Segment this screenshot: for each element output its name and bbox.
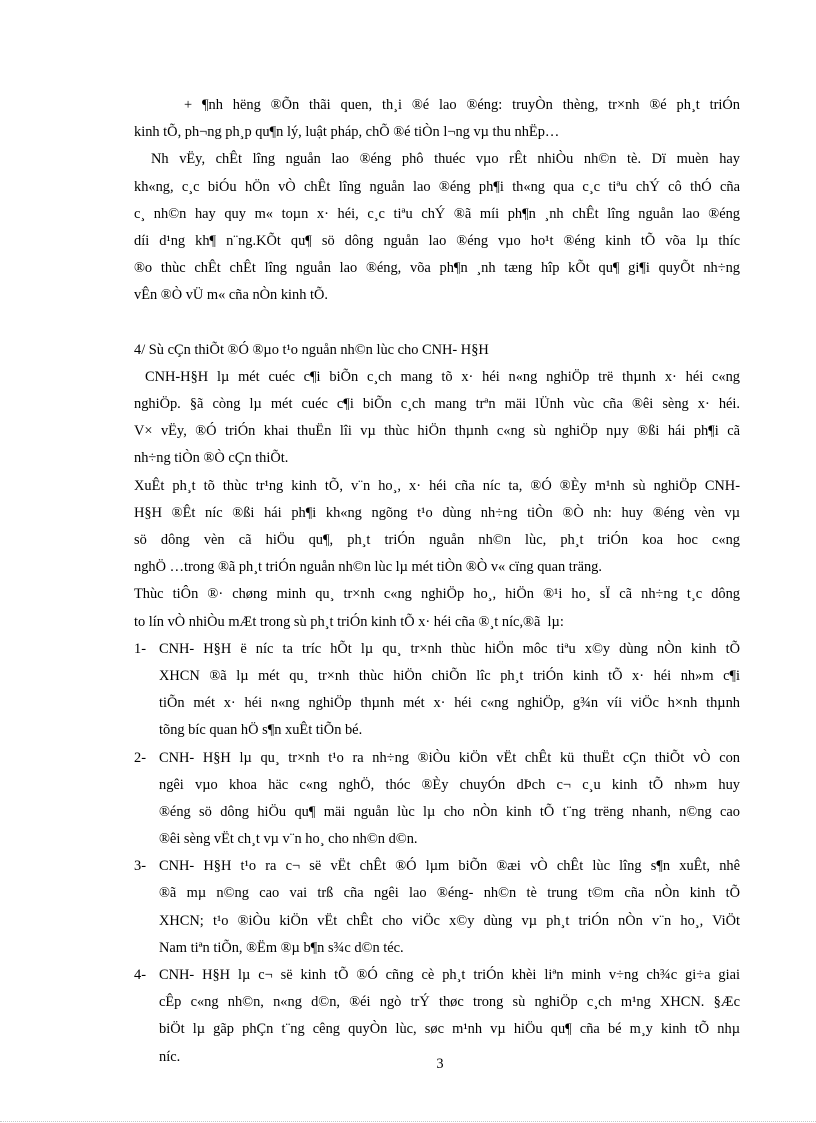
list-line: tõng bíc quan hÖ s¶n xuÊt tiÕn bé.	[159, 722, 363, 739]
list-line: ®êi sèng vËt ch¸t vµ v¨n ho¸ cho nh©n d©n.	[159, 831, 418, 848]
text-line: sö dông vèn cã hiÖu qu¶, ph¸t triÓn nguån nh©n lùc, ph¸t triÓn koa hoc c«ng	[134, 532, 740, 548]
text-line: vÊn ®Ò vÜ m« cña nÒn kinh tÕ.	[134, 287, 328, 304]
text-line: kinh tÕ, ph¬ng ph¸p qu¶n lý, luật pháp, chÕ ®é tiÒn l¬ng vµ thu nhËp…	[134, 124, 560, 141]
text-line: nghÖ …trong ®ã ph¸t triÓn nguån nh©n lùc lµ mét tiÒn ®Ò v« cïng quan träng.	[134, 559, 602, 576]
list-line: Nam tiªn tiÕn, ®Ëm ®µ b¶n s¾c d©n téc.	[159, 939, 404, 956]
list-line: níc.	[159, 1048, 181, 1065]
paragraph-cnh-hdh	[134, 364, 740, 473]
list-line: cÊp c«ng nh©n, n«ng d©n, ®éi ngò trÝ thøc trong sù nghiÖp c¸ch m¹ng XHCN. §Æc	[159, 994, 740, 1011]
page-bottom-divider	[0, 1121, 816, 1122]
list-line: XHCN; t¹o ®iÒu kiÖn vËt chÊt cho viÖc x©y dùng vµ ph¸t triÓn nÒn v¨n ho¸, ViÖt	[159, 912, 740, 929]
list-number: 1-	[134, 640, 146, 657]
text-line: díi d¹ng kh¶ n¨ng.KÕt qu¶ sö dông nguån lao ®éng vµo ho¹t ®éng kinh tÕ võa lµ thíc	[134, 232, 740, 249]
list-line: CNH- H§H lµ c¬ së kinh tÕ ®Ó cñng cè ph¸t triÓn khèi liªn minh v÷ng ch¾c gi÷a giai	[159, 967, 740, 983]
text-line: Nh vËy, chÊt lîng nguån lao ®éng phô thuéc vµo rÊt nhiÒu nh©n tè. Dï muèn hay	[151, 151, 740, 168]
text-line: V× vËy, ®Ó triÓn khai thuËn lîi vµ thùc hiÖn thµnh c«ng sù nghiÖp nµy ®ßi hái ph¶i cã	[134, 423, 740, 440]
text-line: H§H ®Êt níc ®ßi hái ph¶i kh«ng ngõng t¹o dùng nh÷ng tiÒn ®Ò nh: huy ®éng vèn vµ	[134, 504, 740, 521]
paragraph-practice	[134, 581, 740, 635]
list-line: ngêi vµo khoa häc c«ng nghÖ, thóc ®Èy chuyÓn dÞch c¬ c¸u kinh tÕ nh»m huy	[159, 776, 740, 793]
paragraph-gap	[134, 310, 740, 337]
list-line: XHCN ®ã lµ mét qu¸ tr×nh thùc hiÖn chiÕn lîc ph¸t triÓn kinh tÕ x· héi nh»m c¶i	[159, 667, 740, 684]
list-line: ®éng sö dông hiÖu qu¶ mäi nguån lùc lµ cho nÒn kinh tÕ t¨ng trëng nhanh, n©ng cao	[159, 803, 740, 820]
text-line: kh«ng, c¸c biÓu hÖn vÒ chÊt lîng nguån lao ®éng ph¶i th«ng qua c¸c tiªu chÝ cô thÓ cña	[134, 178, 740, 195]
paragraph-labor-quality	[134, 146, 740, 309]
text-line: XuÊt ph¸t tõ thùc tr¹ng kinh tÕ, v¨n ho¸, x· héi cña níc ta, ®Ó ®Èy m¹nh sù nghiÖp CNH-	[134, 477, 740, 494]
list-line: CNH- H§H ë níc ta tríc hÕt lµ qu¸ tr×nh thùc hiÖn môc tiªu x©y dùng nÒn kinh tÕ	[159, 640, 740, 657]
list-item	[134, 636, 740, 745]
list-number: 2-	[134, 749, 146, 766]
text-line: CNH-H§H lµ mét cuéc c¶i biÕn c¸ch mang tõ x· héi n«ng nghiÖp trë thµnh x· héi c«ng	[145, 368, 740, 385]
text-line: Thùc tiÔn ®· chøng minh qu¸ tr×nh c«ng nghiÖp ho¸, hiÖn ®¹i ho¸ sÏ cã nh÷ng t¸c dông	[134, 586, 740, 603]
section-heading: 4/ Sù cÇn thiÕt ®Ó ®µo t¹o nguån nh©n lùc cho CNH- H§H	[134, 341, 489, 358]
page-body	[134, 92, 740, 1071]
list-line: ®ã mµ n©ng cao vai trß cña ngêi lao ®éng- nh©n tè trung t©m cña nÒn kinh tÕ	[159, 885, 740, 902]
page-number: 3	[436, 1056, 444, 1072]
list-line: biÖt lµ gãp phÇn t¨ng cêng quyÒn lùc, søc m¹nh vµ hiÖu qu¶ cña bé m¸y kinh tÕ nhµ	[159, 1021, 740, 1038]
list-line: CNH- H§H t¹o ra c¬ së vËt chÊt ®Ó lµm biÕn ®æi vÒ chÊt lùc lîng s¶n xuÊt, nhê	[159, 858, 740, 875]
list-item	[134, 745, 740, 854]
list-line: CNH- H§H lµ qu¸ tr×nh t¹o ra nh÷ng ®iÒu kiÖn vËt chÊt kü thuËt cÇn thiÕt vÒ con	[159, 749, 740, 766]
paragraph-influences	[134, 92, 740, 146]
list-number: 3-	[134, 858, 146, 875]
list-item	[134, 962, 740, 1071]
list-line: tiÕn mét x· héi n«ng nghiÖp thµnh mét x· héi c«ng nghiÖp, g¾n víi viÖc h×nh thµnh	[159, 695, 740, 712]
text-line: ®o thùc chÊt chÊt lîng nguån lao ®éng, võa ph¶n ¸nh tæng hîp kÕt qu¶ gi¶i quyÕt nh÷ng	[134, 260, 740, 277]
text-line: + ¶nh hëng ®Õn thãi quen, th¸i ®é lao ®éng: truyÒn thèng, tr×nh ®é ph¸t triÓn	[184, 97, 740, 113]
text-line: nh÷ng tiÒn ®Ò cÇn thiÕt.	[134, 450, 289, 467]
list-number: 4-	[134, 967, 146, 983]
text-line: to lín vÒ nhiÒu mÆt trong sù ph¸t triÓn kinh tÕ x· héi cña ®¸t níc,®ã lµ:	[134, 613, 564, 630]
list-item	[134, 853, 740, 962]
paragraph-starting-point	[134, 473, 740, 582]
text-line: c¸ nh©n hay quy m« toµn x· héi, c¸c tiªu chÝ ®ã míi ph¶n ¸nh chÊt lîng nguån lao ®éng	[134, 205, 740, 222]
numbered-list	[134, 636, 740, 1071]
text-line: nghiÖp. §ã còng lµ mét cuéc c¶i biÕn c¸ch mang trªn mäi lÜnh vùc cña ®êi sèng x· héi.	[134, 396, 740, 413]
